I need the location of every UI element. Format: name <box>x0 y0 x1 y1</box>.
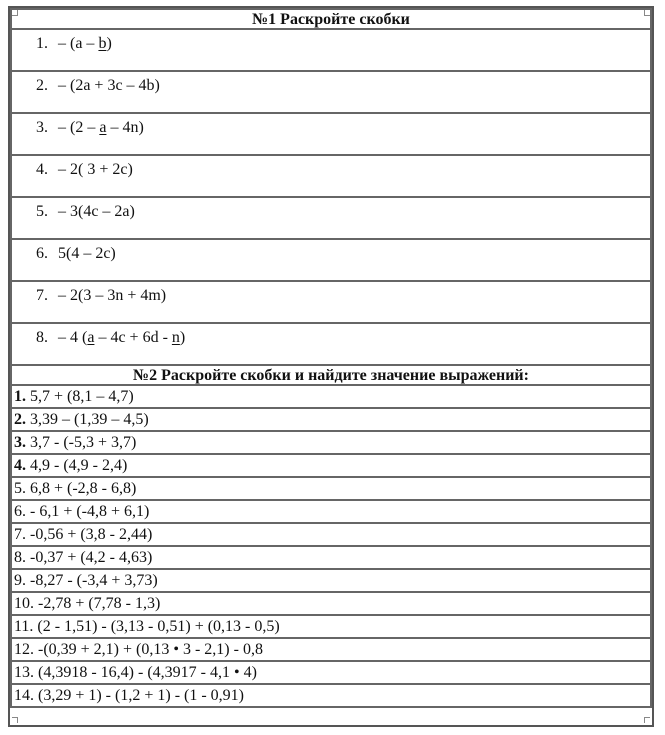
expression-text: 5,7 + (8,1 – 4,7) <box>26 388 134 405</box>
item-number: 14. <box>14 687 34 704</box>
item-number: 2. <box>14 411 26 428</box>
exercise2-item <box>11 500 651 523</box>
expression-text: 6,8 + (-2,8 - 6,8) <box>26 480 137 497</box>
expression-text: ) <box>179 329 186 346</box>
expression-text: – 2(3 – 3n + 4m) <box>58 287 167 304</box>
expression-text: 3,7 - (-5,3 + 3,7) <box>26 434 137 451</box>
exercise1-item <box>11 239 651 281</box>
exercise1-item <box>11 71 651 113</box>
exercise1-item <box>11 155 651 197</box>
item-number: 13. <box>14 664 34 681</box>
crop-mark <box>644 10 650 16</box>
item-number: 6. <box>36 245 48 262</box>
exercise2-item <box>11 385 651 408</box>
item-number: 5. <box>36 203 48 220</box>
expression-text: – (2 – <box>58 119 100 136</box>
item-number: 1. <box>14 388 26 405</box>
exercise2-item <box>11 592 651 615</box>
expression-text: – (2a + 3c – 4b) <box>58 77 160 94</box>
expression-text: 4,9 - (4,9 - 2,4) <box>26 457 128 474</box>
exercise2-item <box>11 638 651 661</box>
exercise2-item <box>11 477 651 500</box>
crop-mark <box>12 717 18 723</box>
item-number: 3. <box>36 119 48 136</box>
item-number: 12. <box>14 641 34 658</box>
underlined-variable: b <box>98 35 107 52</box>
exercise1-item <box>11 113 651 155</box>
item-number: 4. <box>14 457 26 474</box>
exercise2-item <box>11 615 651 638</box>
item-number: 8. <box>14 549 26 566</box>
expression-text: -0,37 + (4,2 - 4,63) <box>26 549 153 566</box>
expression-text: – 4 ( <box>58 329 88 346</box>
item-number: 6. <box>14 503 26 520</box>
exercise2-item <box>11 661 651 684</box>
expression-text: -8,27 - (-3,4 + 3,73) <box>26 572 158 589</box>
expression-text: – 3(4c – 2a) <box>58 203 135 220</box>
expression-text: -0,56 + (3,8 - 2,44) <box>26 526 153 543</box>
expression-text: – 4c + 6d - <box>94 329 172 346</box>
item-number: 10. <box>14 595 34 612</box>
exercise2-item <box>11 546 651 569</box>
expression-text: (4,3918 - 16,4) - (4,3917 - 4,1 • 4) <box>34 664 257 681</box>
expression-text: - 6,1 + (-4,8 + 6,1) <box>26 503 150 520</box>
section2-title: №2 Раскройте скобки и найдите значение выражений: <box>11 365 651 385</box>
expression-text: – 4n) <box>106 119 144 136</box>
underlined-variable: n <box>171 329 180 346</box>
underlined-variable: a <box>99 119 107 136</box>
exercise2-item <box>11 408 651 431</box>
exercise2-item <box>11 684 651 707</box>
item-number: 8. <box>36 329 48 346</box>
item-number: 7. <box>14 526 26 543</box>
exercise1-item <box>11 281 651 323</box>
expression-text: – 2( 3 + 2c) <box>58 161 133 178</box>
exercise2-item <box>11 569 651 592</box>
item-number: 11. <box>14 618 34 635</box>
section1-title: №1 Раскройте скобки <box>11 9 651 29</box>
expression-text: – (a – <box>58 35 99 52</box>
item-number: 4. <box>36 161 48 178</box>
section2-table <box>10 364 652 708</box>
expression-text: (3,29 + 1) - (1,2 + 1) - (1 - 0,91) <box>34 687 244 704</box>
item-number: 2. <box>36 77 48 94</box>
exercise1-item <box>11 29 651 71</box>
expression-text: -(0,39 + 2,1) + (0,13 • 3 - 2,1) - 0,8 <box>34 641 263 658</box>
crop-mark <box>644 717 650 723</box>
exercise2-item <box>11 454 651 477</box>
exercise2-item <box>11 523 651 546</box>
expression-text: 3,39 – (1,39 – 4,5) <box>26 411 149 428</box>
item-number: 3. <box>14 434 26 451</box>
exercise1-item <box>11 323 651 365</box>
expression-text: (2 - 1,51) - (3,13 - 0,51) + (0,13 - 0,5) <box>33 618 280 635</box>
exercise2-item <box>11 431 651 454</box>
exercise1-item <box>11 197 651 239</box>
item-number: 1. <box>36 35 48 52</box>
expression-text: ) <box>106 35 112 52</box>
crop-mark <box>12 10 18 16</box>
item-number: 7. <box>36 287 48 304</box>
expression-text: 5(4 – 2c) <box>58 245 116 262</box>
worksheet <box>8 6 654 727</box>
item-number: 5. <box>14 480 26 497</box>
item-number: 9. <box>14 572 26 589</box>
expression-text: -2,78 + (7,78 - 1,3) <box>34 595 161 612</box>
section1-table <box>10 8 652 366</box>
underlined-variable: a <box>87 329 95 346</box>
